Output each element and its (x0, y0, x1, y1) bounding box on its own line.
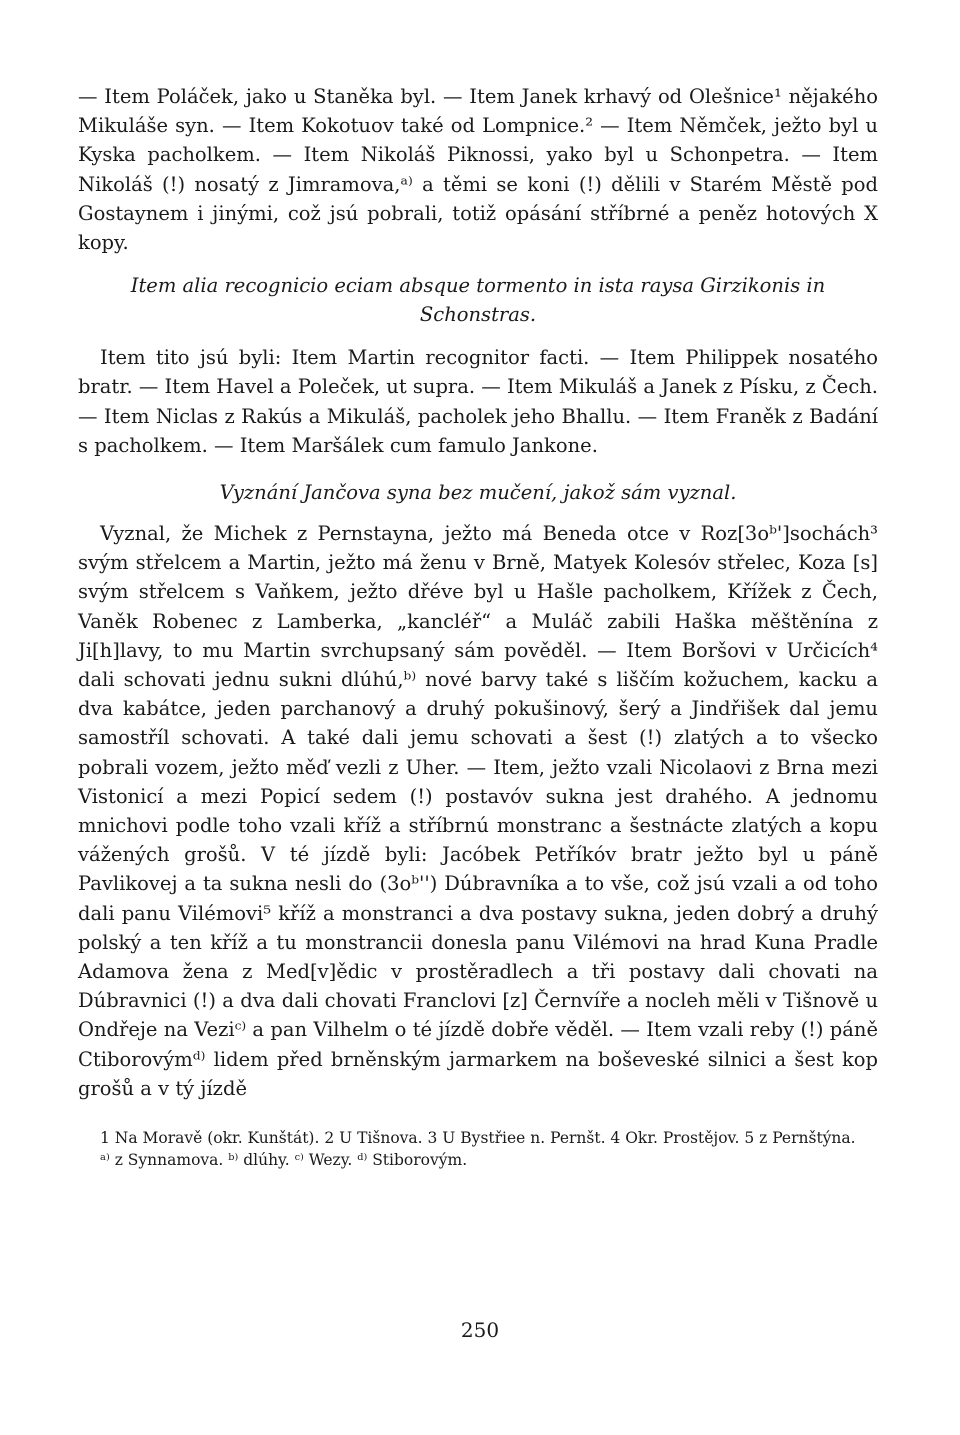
page-number: 250 (460, 1318, 500, 1342)
footnote-line-numeric: 1 Na Moravě (okr. Kunštát). 2 U Tišnova. 3 U Bystřiee n. Pernšt. 4 Okr. Prostějov. 5 z Pernštýna. (100, 1129, 856, 1148)
paragraph-1: — Item Poláček, jako u Staněka byl. — Item Janek krhavý od Olešnice¹ nějakého Mikuláše syn. — Item Kokotuov také od Lompnice.² — Item Němček, ježto byl u Kyska pacholkem. — Item Nikoláš Piknossi, yako byl u Schonpetra. — Item Nikoláš (!) nosatý z Jimramova,ᵃ⁾ a těmi se koni (!) dělili v Starém Městě pod Gostaynem i jinými, což jsú pobrali, totiž opásání stříbrné a peněz hotových X kopy. (78, 85, 878, 255)
paragraph-3: Vyznal, že Michek z Pernstayna, ježto má Beneda otce v Roz[3oᵇ']sochách³ svým střelcem a Martin, ježto má ženu v Brně, Matyek Kolesóv střelec, Koza [s] svým střelcem s Vaňkem, ježto dřéve byl u Hašle pacholkem, Křížek z Čech, Vaněk Robenec z Lamberka, „kancléř“ a Muláč zabili Haška měštěnína z Ji[h]lavy, to mu Martin svrchupsaný sám pověděl. — Item Boršovi v Určicích⁴ dali schovati jednu sukni dlúhú,ᵇ⁾ nové barvy také s liščím kožuchem, kacku a dva kabátce, jeden parchanový a druhý pokušinový, šerý a Jindřišek dal jemu samostříl schovati. A také dali jemu schovati a šest (!) zlatých a to všecko pobrali vozem, ježto měď vezli z Uher. — Item, ježto vzali Nicolaovi z Brna mezi Vistonicí a mezi Popicí sedem (!) postavóv sukna jest drahého. A jednomu mnichovi podle toho vzali kříž a stříbrnú monstranc a šestnácte zlatých a kopu vážených grošů. V té jízdě byli: Jacóbek Petříkóv bratr ježto byl u páně Pavlikovej a ta sukna nesli do (3oᵇ'') Dúbravníka a to vše, což jsú vzali a od toho dali panu Vilémovi⁵ kříž a monstranci a dva postavy sukna, jeden dobrý a druhý polský a ten kříž a tu monstrancii donesla panu Vilémovi na hrad Kuna Pradle Adamova žena z Med[v]ědic v prostěradlech a tři postavy dali chovati na Dúbravnici (!) a dva dali chovati Franclovi [z] Černvíře a nocleh měli v Tišnově u Ondřeje na Veziᶜ⁾ a pan Vilhelm o té jízdě dobře věděl. — Item vzali reby (!) páně Ctiborovýmᵈ⁾ lidem před brněnským jarmarkem na boševeské silnici a šest kop grošů a v tý jízdě (78, 522, 878, 1100)
footnotes (78, 1127, 878, 1171)
section-heading-latin: Item alia recognicio eciam absque tormento in ista raysa Girzikonis in Schonstras. (130, 274, 826, 327)
paragraph-2: Item tito jsú byli: Item Martin recognitor facti. — Item Philippek nosatého bratr. — Item Havel a Poleček, ut supra. — Item Mikuláš a Janek z Písku, z Čech. — Item Niclas z Rakús a Mikuláš, pacholek jeho Bhallu. — Item Franěk z Badání s pacholkem. — Item Maršálek cum famulo Jankone. (78, 346, 878, 457)
footnote-line-lettered: ᵃ⁾ z Synnamova. ᵇ⁾ dlúhy. ᶜ⁾ Wezy. ᵈ⁾ Stiborovým. (100, 1151, 468, 1170)
section-heading-confession: Vyznání Jančova syna bez mučení, jakož sám vyznal. (219, 481, 737, 505)
page-content (78, 82, 878, 1171)
